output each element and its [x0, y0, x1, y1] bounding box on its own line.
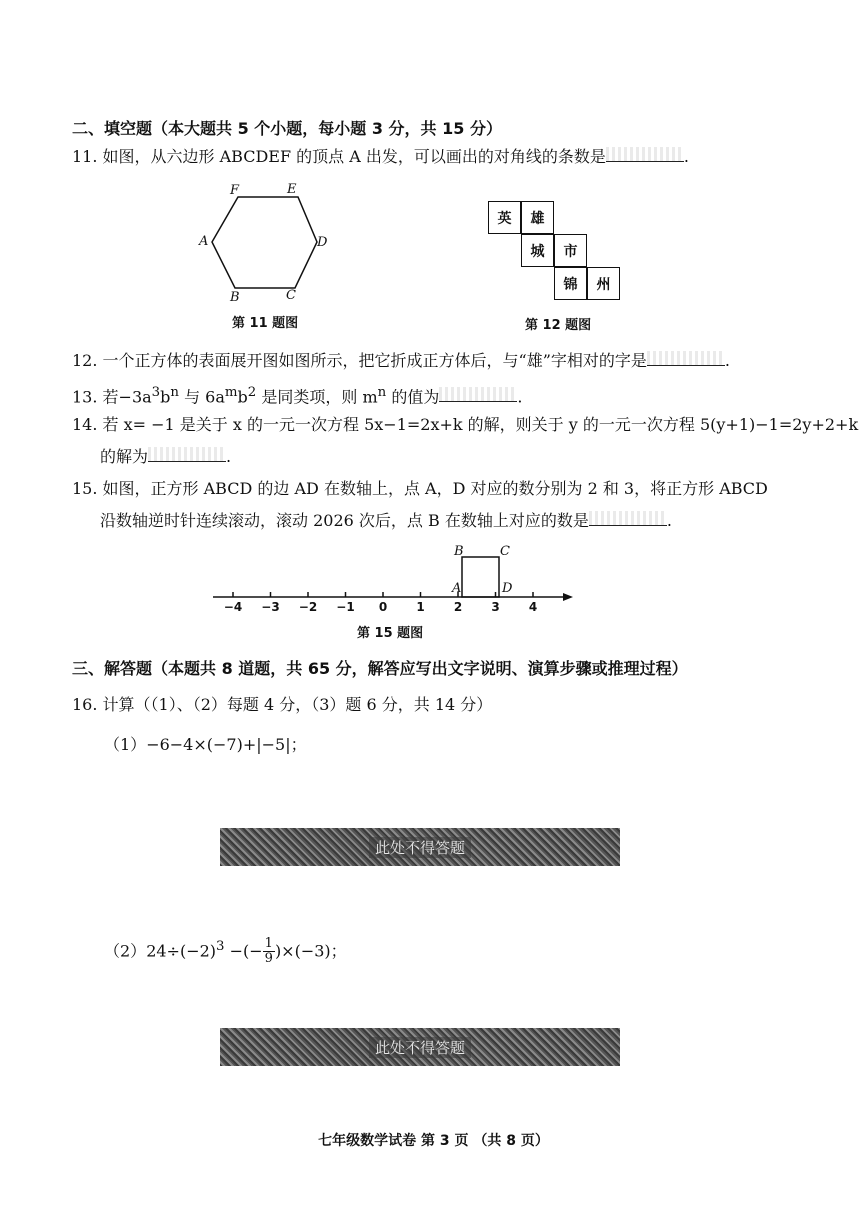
part-2-sup: 3	[216, 939, 225, 954]
question-14-line-1: 14. 若 x= −1 是关于 x 的一元一次方程 5x−1=2x+k 的解，则关于 y 的一元一次方程 5(y+1)−1=2y+2+k	[72, 415, 859, 434]
axis-tick-label: 1	[416, 600, 425, 614]
net-cell-4: 市	[554, 234, 587, 267]
question-13	[72, 382, 522, 408]
square-label-b: B	[454, 544, 464, 559]
square-label-d: D	[502, 581, 513, 596]
part-2-label: （2）	[104, 941, 147, 961]
net-cell-2: 雄	[521, 201, 554, 234]
no-answer-text-2: 此处不得答题	[369, 1037, 471, 1058]
q13-sup: n	[170, 385, 179, 400]
q13-sup: 3	[151, 385, 161, 400]
answer-blank-15	[589, 511, 667, 526]
q14-end: .	[226, 447, 232, 466]
q13-sup: m	[224, 385, 238, 400]
question-16-title: 16. 计算（（1）、（2）每题 4 分，（3）题 6 分，共 14 分）	[72, 695, 493, 714]
axis-tick-label: 0	[378, 600, 388, 614]
part-2-expr-b: −(−	[224, 941, 263, 961]
axis-tick-label: −4	[223, 600, 243, 614]
section-3-title: 三、解答题（本题共 8 道题，共 65 分，解答应写出文字说明、演算步骤或推理过程）	[72, 659, 688, 678]
q13-sup: 2	[247, 385, 257, 400]
question-15-line-2	[100, 510, 672, 532]
no-answer-zone-1	[220, 828, 620, 866]
section-2-title: 二、填空题（本大题共 5 个小题，每小题 3 分，共 15 分）	[72, 119, 502, 138]
question-11-end: .	[683, 147, 689, 166]
net-cell-6: 州	[587, 267, 620, 300]
question-11-text: 11. 如图，从六边形 ABCDEF 的顶点 A 出发，可以画出的对角线的条数是	[72, 147, 606, 166]
question-16-part-1	[104, 734, 307, 756]
square-label-a: A	[452, 581, 462, 596]
question-12-end: .	[724, 351, 730, 370]
no-answer-zone-2	[220, 1028, 620, 1066]
part-2-expr-a: 24÷(−2)	[146, 941, 217, 961]
question-14-line-2	[100, 446, 231, 468]
vertex-label-c: C	[286, 288, 296, 303]
q13-end: .	[517, 387, 523, 407]
question-12	[72, 350, 730, 372]
vertex-label-a: A	[199, 234, 209, 249]
net-cell-1: 英	[488, 201, 521, 234]
figure-15-caption: 第 15 题图	[357, 626, 424, 641]
axis-tick-label: 2	[453, 600, 463, 614]
axis-tick-label: −2	[298, 600, 318, 614]
part-1-expression: −6−4×(−7)+|−5|；	[146, 735, 307, 754]
vertex-label-b: B	[230, 290, 240, 305]
question-15-line-1: 15. 如图，正方形 ABCD 的边 AD 在数轴上，点 A，D 对应的数分别为 2 和 3，将正方形 ABCD	[72, 479, 768, 498]
hexagon-figure	[195, 180, 335, 305]
vertex-label-f: F	[230, 183, 240, 198]
net-cell-5: 锦	[554, 267, 587, 300]
page-footer: 七年级数学试卷 第 3 页 （共 8 页）	[318, 1133, 549, 1149]
part-2-expr-c: )×(−3)；	[274, 941, 347, 961]
q13-part: b	[237, 387, 248, 407]
fraction-one-ninth	[263, 937, 275, 966]
fraction-numerator: 1	[264, 936, 273, 952]
answer-blank-14	[148, 447, 226, 462]
q14-line2-text: 的解为	[100, 447, 149, 466]
q13-sup: n	[377, 385, 387, 400]
no-answer-text-1: 此处不得答题	[369, 837, 471, 858]
fraction-denominator: 9	[264, 951, 273, 967]
answer-blank-11	[606, 147, 684, 162]
answer-blank-12	[647, 351, 725, 366]
q15-end: .	[666, 511, 672, 530]
question-16-part-2	[104, 932, 347, 966]
q13-part: 的值为	[386, 387, 440, 407]
axis-tick-label: −1	[336, 600, 355, 614]
q13-part: 13. 若−3a	[72, 387, 152, 407]
question-12-text: 12. 一个正方体的表面展开图如图所示，把它折成正方体后，与“雄”字相对的字是	[72, 351, 647, 370]
axis-tick-label: 3	[491, 600, 500, 614]
answer-blank-13	[439, 387, 517, 402]
q15-line2-text: 沿数轴逆时针连续滚动，滚动 2026 次后，点 B 在数轴上对应的数是	[100, 511, 589, 530]
vertex-label-d: D	[317, 235, 328, 250]
square-label-c: C	[500, 544, 510, 559]
axis-tick-label: 4	[528, 600, 538, 614]
q13-part: 与 6a	[179, 387, 225, 407]
figure-11-caption: 第 11 题图	[232, 316, 299, 331]
q13-part: b	[160, 387, 171, 407]
q13-part: 是同类项，则 m	[256, 387, 378, 407]
axis-tick-label: −3	[261, 600, 280, 614]
part-1-label: （1）	[104, 735, 147, 754]
figure-12-caption: 第 12 题图	[525, 318, 592, 333]
net-cell-3: 城	[521, 234, 554, 267]
question-11	[72, 146, 689, 168]
vertex-label-e: E	[287, 182, 297, 197]
